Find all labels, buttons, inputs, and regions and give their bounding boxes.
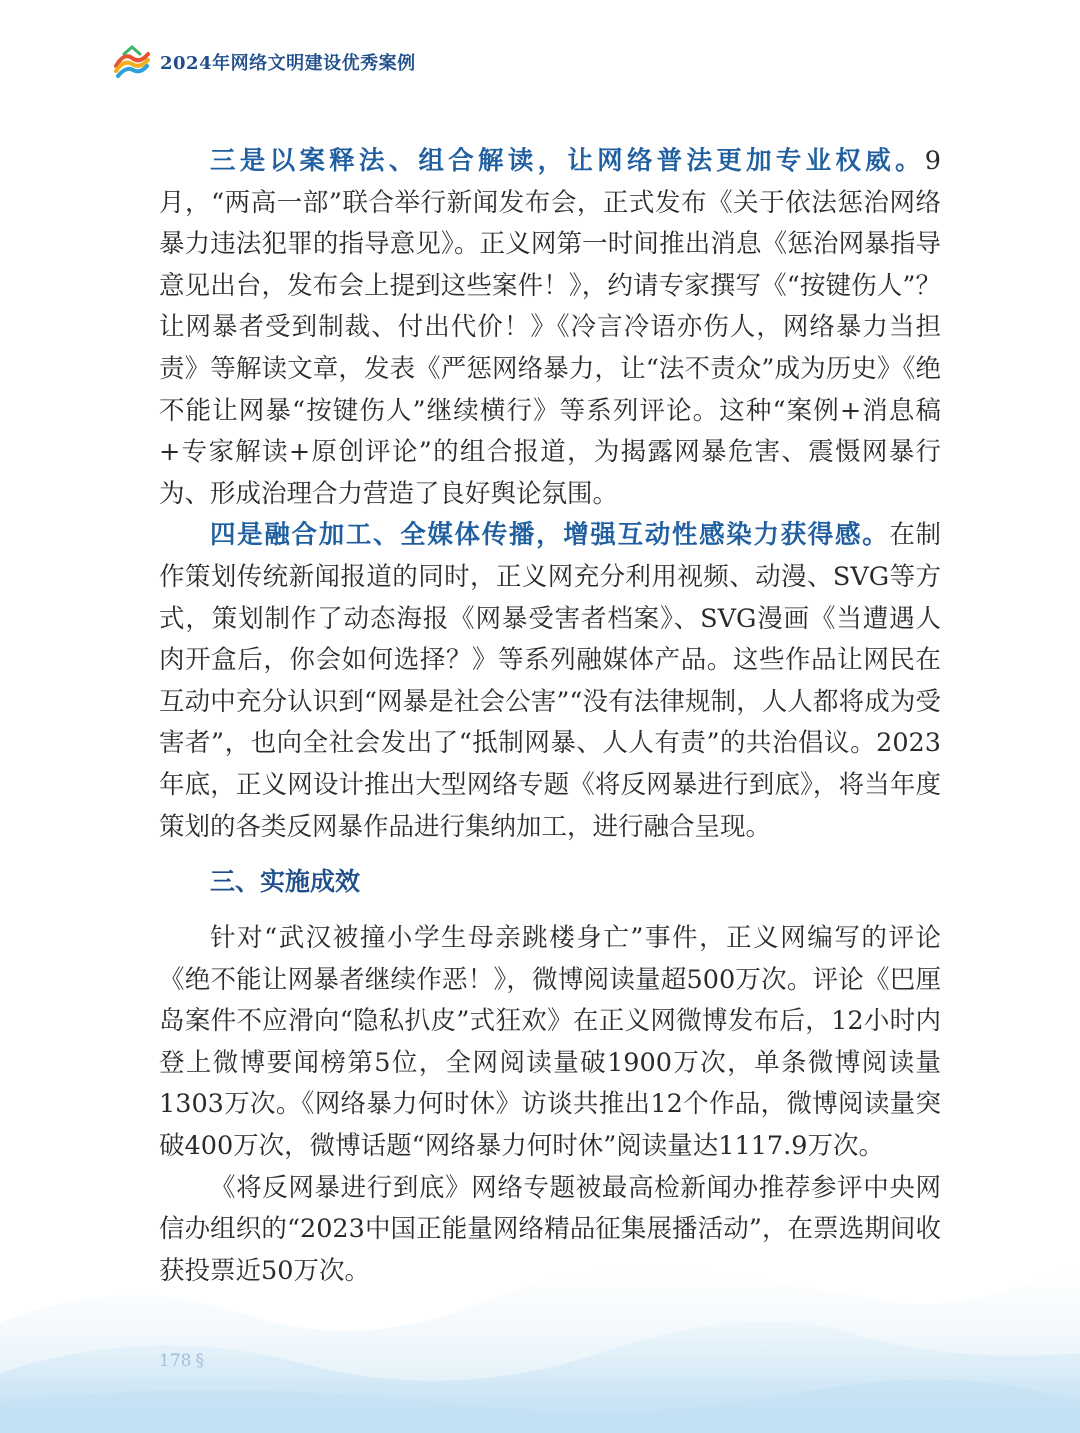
paragraph-lead-heading: 四是融合加工、全媒体传播，增强互动性感染力获得感。 — [210, 520, 890, 551]
colorful-wave-logo-icon — [112, 44, 152, 80]
results-paragraph: 针对“武汉被撞小学生母亲跳楼身亡”事件，正义网编写的评论《绝不能让网暴者继续作恶！》，微博阅读量超500万次。评论《巴厘岛案件不应滑向“隐私扒皮”式狂欢》在正义网微博发布后，12小时内登上微博要闻榜第5位，全网阅读量破1900万次，单条微博阅读量1303万次。《网络暴力何时休》访谈共推出12个作品，微博阅读量突破400万次，微博话题“网络暴力何时休”阅读量达1117.9万次。 — [159, 923, 941, 1162]
paragraph-text: 在制作策划传统新闻报道的同时，正义网充分利用视频、动漫、SVG等方式，策划制作了动态海报《网暴受害者档案》、SVG漫画《当遭遇人肉开盒后，你会如何选择？》等系列融媒体产品。这些作品让网民在互动中充分认识到“网暴是社会公害”“没有法律规制，人人都将成为受害者”，也向全社会发出了“抵制网暴、人人有责”的共治倡议。2023年底，正义网设计推出大型网络专题《将反网暴进行到底》，将当年度策划的各类反网暴作品进行集纳加工，进行融合呈现。 — [159, 520, 941, 842]
main-content — [159, 141, 941, 1292]
background-mountains-decoration — [0, 1153, 1080, 1433]
section-heading: 三、实施成效 — [210, 867, 361, 897]
page-header — [112, 44, 416, 80]
paragraph-case-interpretation — [159, 141, 941, 515]
header-title: 2024年网络文明建设优秀案例 — [160, 53, 416, 74]
paragraph-media-integration — [159, 515, 941, 848]
results-paragraph: 《将反网暴进行到底》网络专题被最高检新闻办推荐参评中央网信办组织的“2023中国正能量网络精品征集展播活动”，在票选期间收获投票近50万次。 — [159, 1172, 941, 1286]
paragraph-lead-heading: 三是以案释法、组合解读，让网络普法更加专业权威。 — [210, 146, 925, 176]
paragraph-text: 9月，“两高一部”联合举行新闻发布会，正式发布《关于依法惩治网络暴力违法犯罪的指导意见》。正义网第一时间推出消息《惩治网暴指导意见出台，发布会上提到这些案件！》，约请专家撰写《“按键伤人”？让网暴者受到制裁、付出代价！》《冷言冷语亦伤人，网络暴力当担责》等解读文章，发表《严惩网络暴力，让“法不责众”成为历史》《绝不能让网暴“按键伤人”继续横行》等系列评论。这种“案例+消息稿+专家解读+原创评论”的组合报道，为揭露网暴危害、震慑网暴行为、形成治理合力营造了良好舆论氛围。 — [159, 146, 941, 509]
